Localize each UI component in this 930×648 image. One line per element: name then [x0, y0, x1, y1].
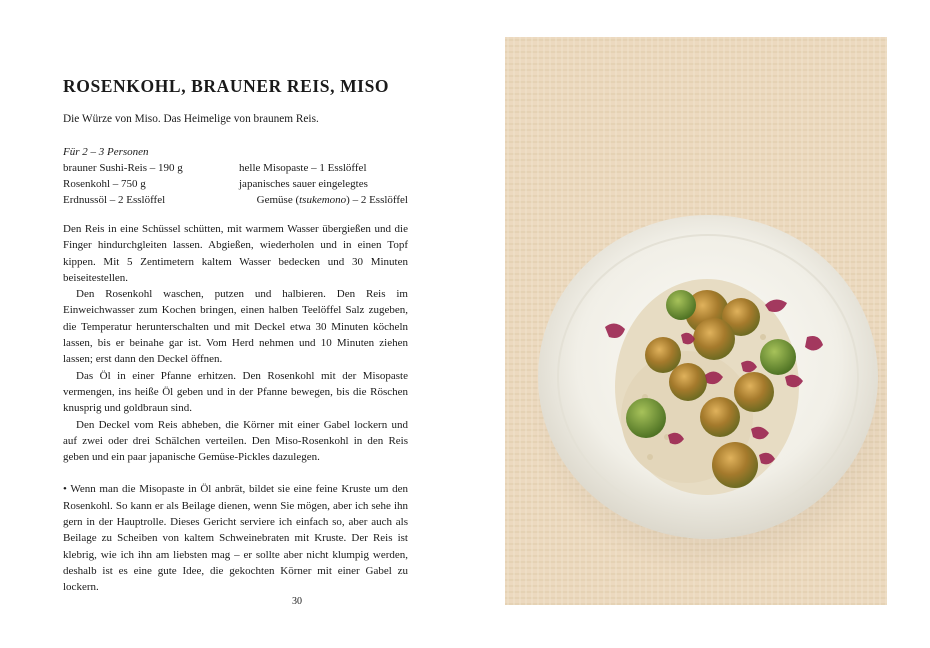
ingredient-item-continued: Gemüse (tsukemono) – 2 Esslöffel — [256, 194, 408, 206]
ingredient-item: helle Misopaste – 1 Esslöffel — [239, 162, 367, 174]
servings-label: Für 2 – 3 Personen — [63, 146, 149, 158]
method-paragraph: Das Öl in einer Pfanne erhitzen. Den Rosenkohl mit der Misopaste vermengen, ins heiße Öl geben und in der Pfanne bewegen, bis die Röschen knusprig und goldbraun sind. — [63, 369, 408, 415]
ingredient-item: japanisches sauer eingelegtes — [239, 178, 368, 190]
ingredient-item: Erdnussöl – 2 Esslöffel — [63, 194, 166, 206]
method-paragraph: Den Deckel vom Reis abheben, die Körner mit einer Gabel lockern und auf zwei oder drei Schälchen verteilen. Den Miso-Rosenkohl in den Reis geben und ein paar japanische Gemüse-Pickles dazulegen. — [63, 418, 408, 464]
page-number: 30 — [292, 596, 302, 607]
recipe-subtitle: Die Würze von Miso. Das Heimelige von braunem Reis. — [63, 113, 319, 125]
ingredient-item: Rosenkohl – 750 g — [63, 178, 146, 190]
ingredient-item: brauner Sushi-Reis – 190 g — [63, 162, 183, 174]
dish-photo — [505, 37, 887, 605]
method-paragraph: Den Rosenkohl waschen, putzen und halbieren. Den Reis im Einweichwasser zum Kochen bringen, einen halben Teelöffel Salz zugeben, die Temperatur herunterschalten und mit Deckel etwa 30 Minuten köcheln lassen, bis er beinahe gar ist. Vom Herd nehmen und 10 Minuten ziehen lassen; erst dann den Deckel öffnen. — [63, 288, 408, 366]
method-paragraph: Den Reis in eine Schüssel schütten, mit warmem Wasser übergießen und die Finger hindurchgleiten lassen. Abgießen, wiederholen und in einen Topf kippen. Mit 5 Zentimetern kaltem Wasser bedecken und 30 Minuten beiseitestellen. — [63, 223, 408, 284]
page-title: ROSENKOHL, BRAUNER REIS, MISO — [63, 76, 390, 96]
method-text — [63, 221, 408, 596]
ingredients-block — [63, 144, 408, 208]
tip-note: • Wenn man die Misopaste in Öl anbrät, bildet sie eine feine Kruste um den Rosenkohl. So kann er als Beilage dienen, wenn Sie mögen, aber ich sehe ihn gern in der Hauptrolle. Dieses Gericht serviere ich einfach so, aber auch als Beilage zu Scheiben von kaltem Schweinebraten mit Kruste. Der Reis ist klebrig, wie ich ihn am liebsten mag – er sollte aber nicht klumpig werden, deshalb ist es eine gute Idee, die gekochten Körner mit einer Gabel zu lockern. — [63, 483, 408, 594]
